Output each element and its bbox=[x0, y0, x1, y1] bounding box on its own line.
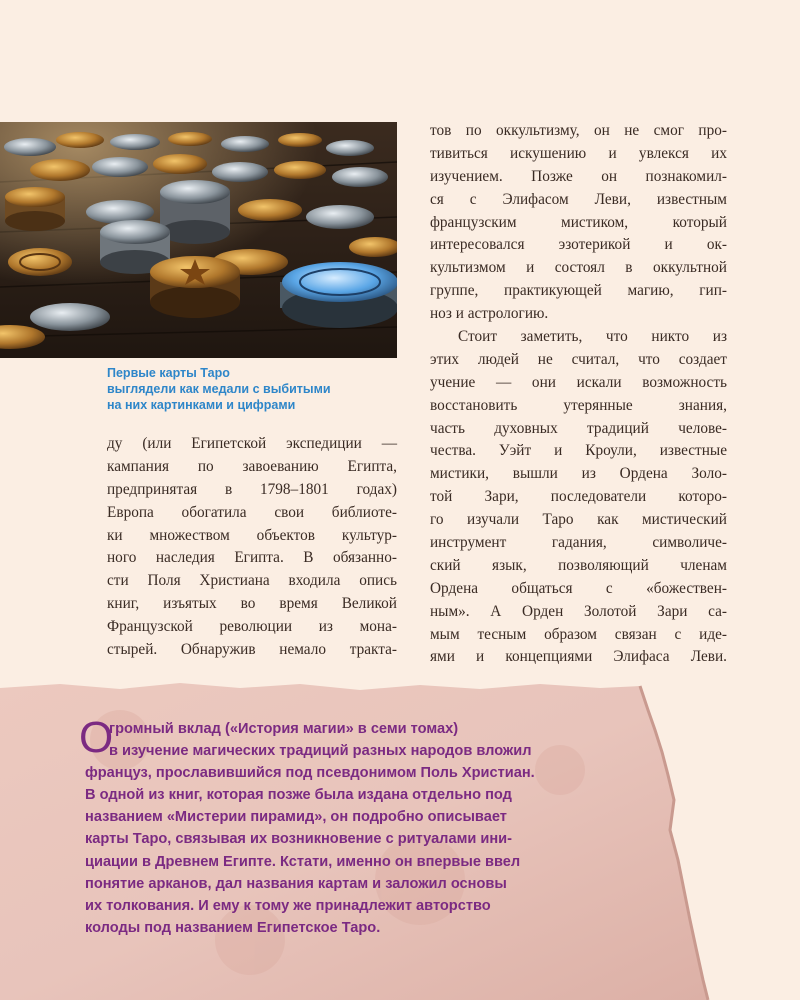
text-line: инструмент гадания, символиче- bbox=[430, 534, 727, 552]
right-text-column bbox=[430, 120, 727, 669]
text-line: французским мистиком, который bbox=[430, 213, 727, 231]
coins-photo bbox=[0, 122, 397, 358]
coins-on-table-icon bbox=[0, 122, 397, 358]
photo-caption bbox=[107, 365, 397, 413]
note-line: карты Таро, связывая их возникновение с ритуалами ини- bbox=[85, 831, 513, 848]
text-line: ду (или Египетской экспедиции — bbox=[107, 435, 397, 452]
text-line: изучением. Позже он познакомил- bbox=[430, 167, 727, 185]
text-line: го изучали Таро как мистический bbox=[430, 511, 727, 529]
note-line: В одной из книг, которая позже была издана отдельно под bbox=[85, 787, 512, 804]
drop-cap-letter: О bbox=[79, 713, 114, 762]
text-line: интересовался эзотерикой и ок- bbox=[430, 236, 727, 254]
sidebar-note-text bbox=[85, 718, 625, 939]
text-line: той Зари, последователи которо- bbox=[430, 488, 727, 506]
note-line: громный вклад («История магии» в семи томах) bbox=[109, 721, 459, 737]
caption-line: на них картинками и цифрами bbox=[107, 398, 296, 412]
text-line: Европа обогатила свои библиоте- bbox=[107, 503, 397, 521]
caption-line: Первые карты Таро bbox=[107, 366, 230, 380]
text-line: предпринятая в 1798–1801 годах) bbox=[107, 480, 397, 498]
text-line: ся с Элифасом Леви, известным bbox=[430, 190, 727, 208]
text-line: группе, практикующей магию, гип- bbox=[430, 282, 727, 300]
note-line: колоды под названием Египетское Таро. bbox=[85, 919, 381, 936]
text-line: ным». А Орден Золотой Зари са- bbox=[430, 602, 727, 620]
text-line: ного наследия Египта. В обязанно- bbox=[107, 549, 397, 567]
text-line: Французской революции из мона- bbox=[107, 618, 397, 636]
text-line: кампания по завоеванию Египта, bbox=[107, 457, 397, 475]
note-line: француз, прославившийся под псевдонимом Поль Христиан. bbox=[85, 765, 535, 782]
note-line: циации в Древнем Египте. Кстати, именно он впервые ввел bbox=[85, 853, 521, 870]
caption-line: выглядели как медали с выбитыми bbox=[107, 382, 331, 396]
text-line: тивиться искушению и увлекся их bbox=[430, 144, 727, 162]
text-line: этих людей не считал, что создает bbox=[430, 350, 727, 368]
note-line: в изучение магических традиций разных народов вложил bbox=[109, 743, 532, 760]
left-text-column bbox=[107, 433, 397, 662]
text-line: тов по оккультизму, он не смог про- bbox=[430, 122, 727, 139]
text-line: ноз и астрологию. bbox=[430, 305, 549, 323]
text-line: чества. Уэйт и Кроули, известные bbox=[430, 442, 727, 460]
text-line: часть духовных традиций челове- bbox=[430, 419, 727, 437]
note-line: их толкования. И ему к тому же принадлежит авторство bbox=[85, 897, 491, 914]
text-line: ский язык, позволяющий членам bbox=[430, 556, 727, 574]
text-line: мистики, вышли из Ордена Золо- bbox=[430, 465, 727, 483]
text-line: учение — они искали возможность bbox=[430, 373, 727, 391]
note-line: понятие арканов, дал названия картам и заложил основы bbox=[85, 875, 507, 892]
text-line: Ордена общаться с «божествен- bbox=[430, 579, 727, 597]
text-line: восстановить утерянные знания, bbox=[430, 396, 727, 414]
text-line: ки множеством объектов культур- bbox=[107, 526, 397, 544]
text-line: ями и концепциями Элифаса Леви. bbox=[430, 648, 727, 666]
text-line: книг, изъятых во время Великой bbox=[107, 595, 397, 613]
note-line: названием «Мистерии пирамид», он подробно описывает bbox=[85, 809, 507, 826]
text-line: сти Поля Христиана входила опись bbox=[107, 572, 397, 590]
paragraph-start-line: Стоит заметить, что никто из bbox=[458, 328, 727, 346]
text-line: стырей. Обнаружив немало тракта- bbox=[107, 641, 397, 659]
text-line: культизмом и состоял в оккультной bbox=[430, 259, 727, 277]
text-line: мым тесным образом связан с иде- bbox=[430, 625, 727, 643]
